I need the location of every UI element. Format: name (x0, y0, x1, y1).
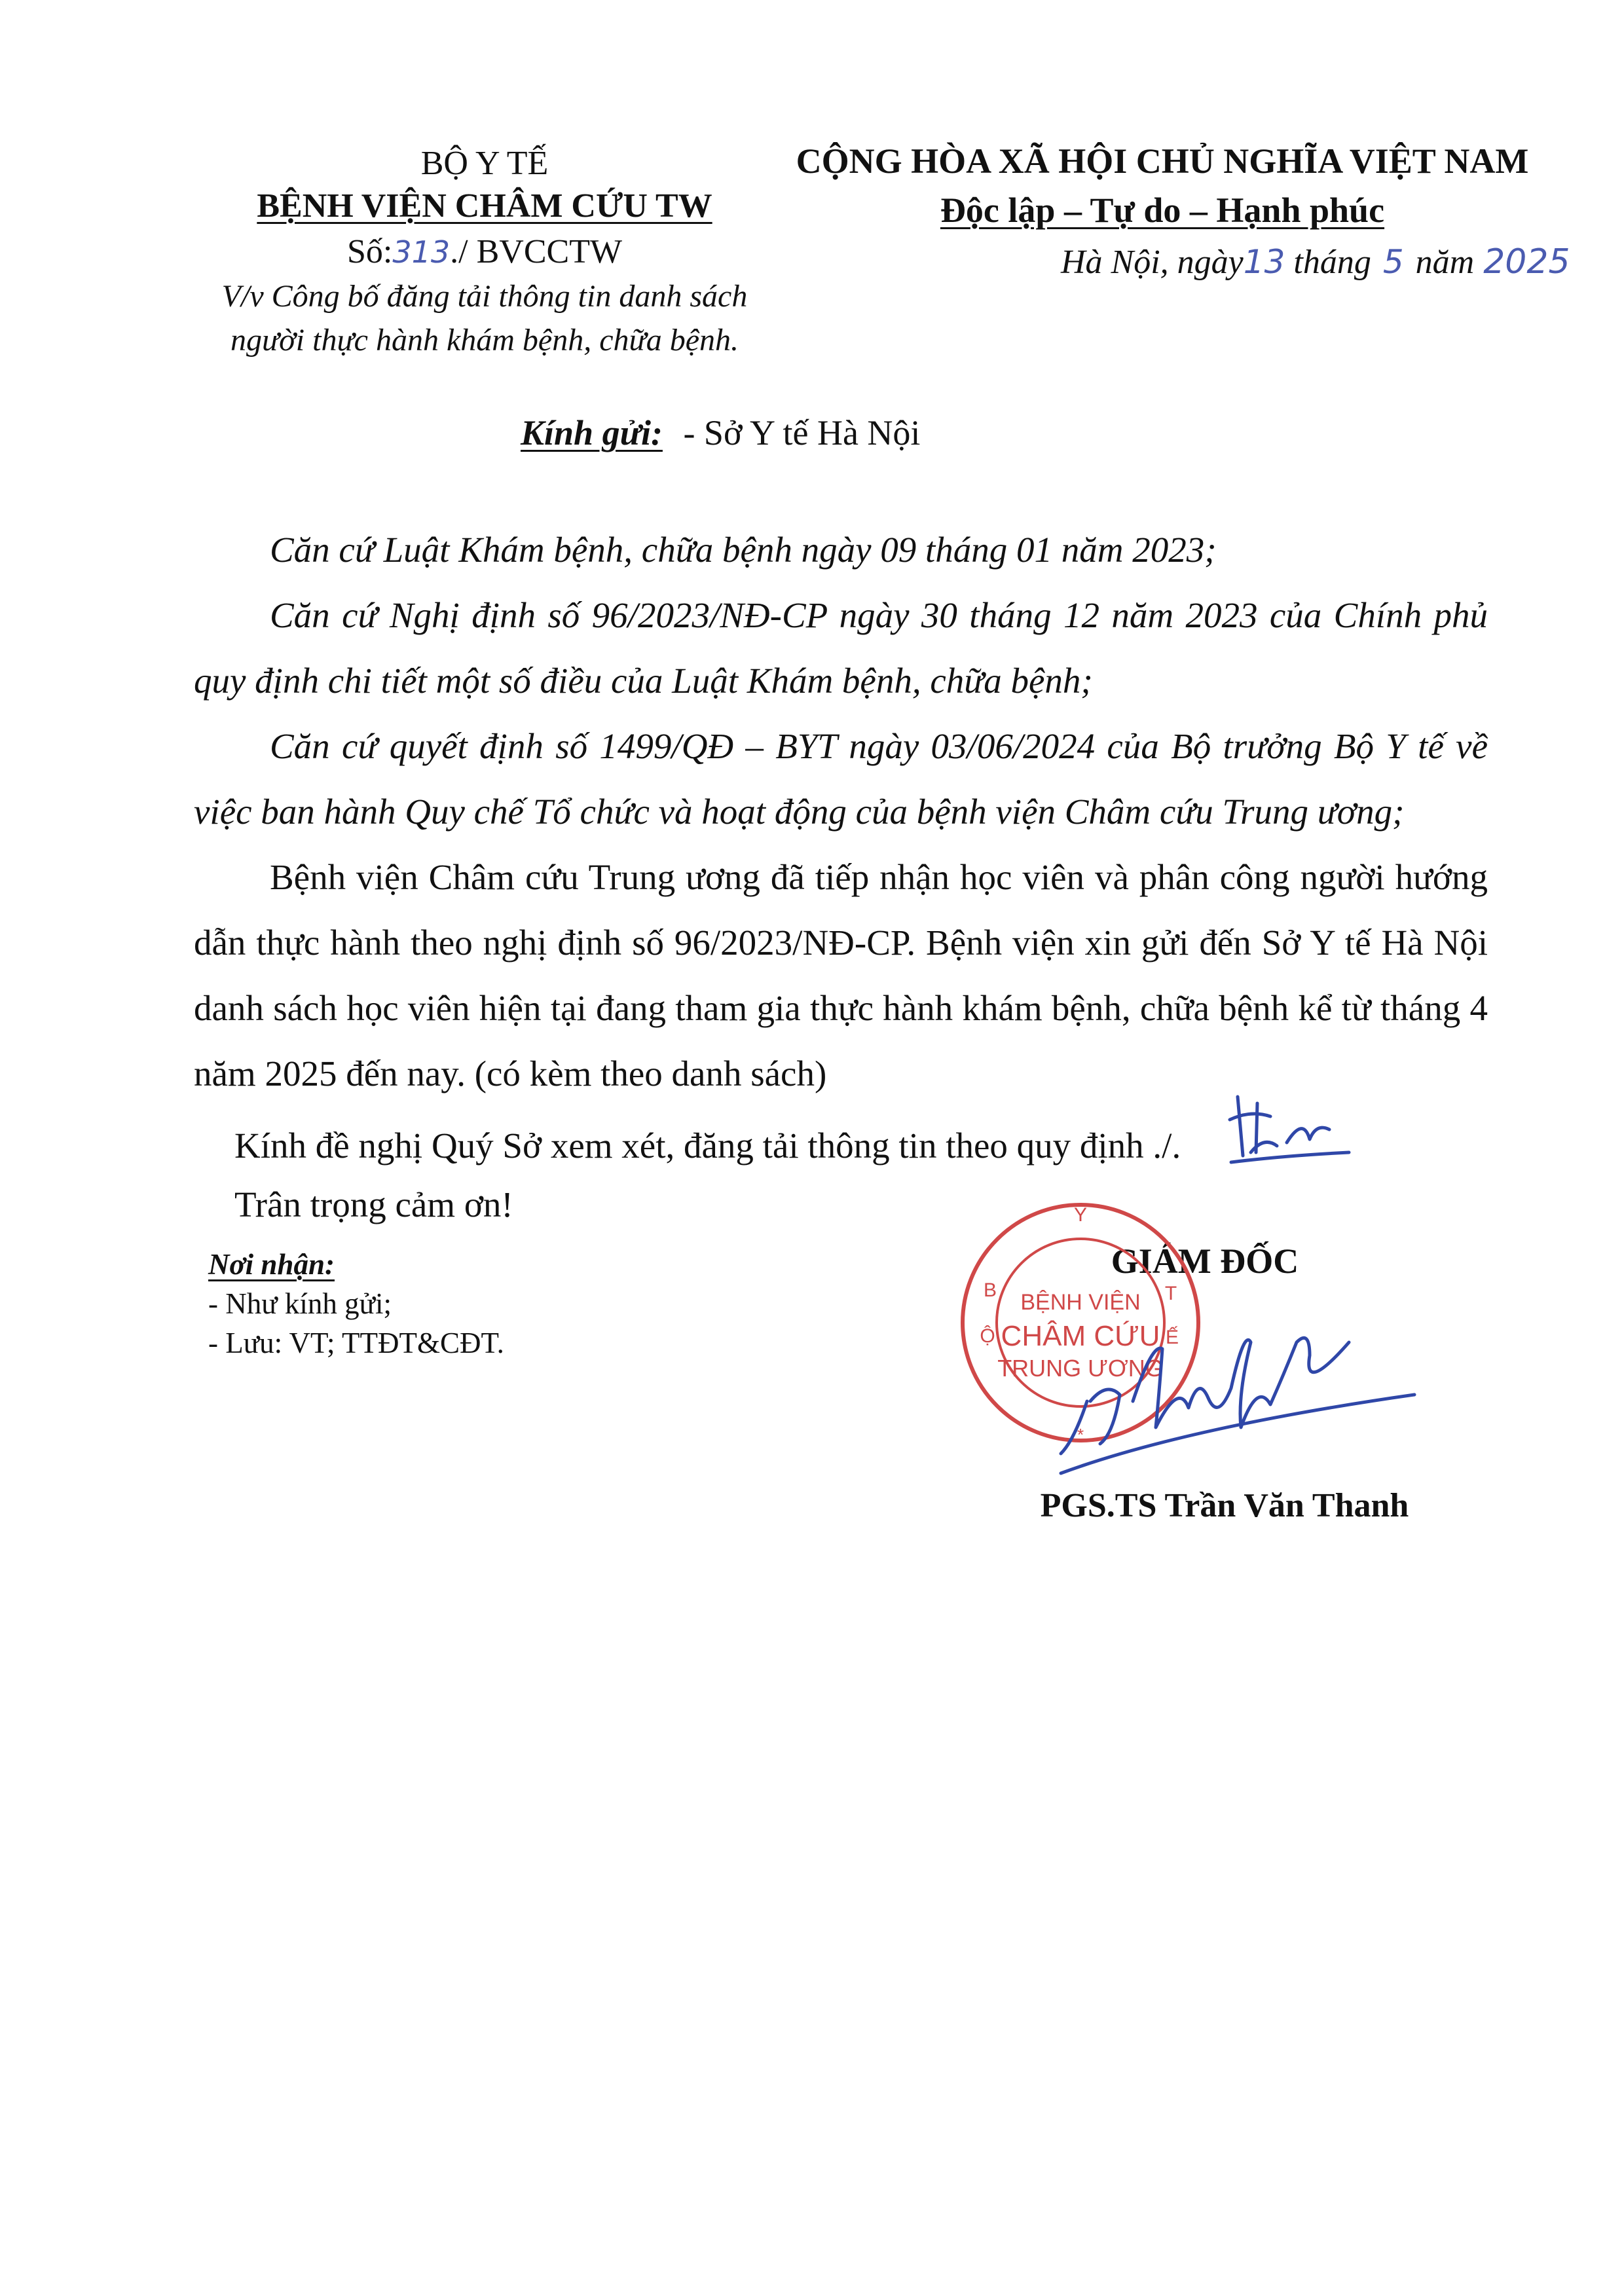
recipients-title-text: Nơi nhận: (208, 1248, 335, 1281)
ministry-name: BỘ Y TẾ (420, 145, 549, 182)
motto-text: Độc lập – Tự do – Hạnh phúc (940, 191, 1385, 230)
basis-2: Căn cứ Nghị định số 96/2023/NĐ-CP ngày 30 tháng 12 năm 2023 của Chính phủ quy định chi tiết một số điều của Luật Khám bệnh, chữa bệnh; (194, 595, 1488, 701)
number-handwritten: 313 (392, 234, 451, 270)
svg-text:*: * (1077, 1425, 1084, 1444)
seal-line-1: BỆNH VIỆN (1020, 1290, 1141, 1315)
date-day: 13 (1243, 243, 1285, 281)
date-year-label: năm (1415, 244, 1475, 281)
recipient-line (521, 413, 920, 453)
signer-position: GIÁM ĐỐC (1111, 1241, 1299, 1281)
recipient-label: Kính gửi: (521, 413, 663, 452)
date-month: 5 (1382, 243, 1404, 281)
date-place: Hà Nội, ngày (1061, 244, 1244, 281)
recipient-item: - Như kính gửi; (208, 1287, 392, 1320)
initials-mark (1225, 1090, 1356, 1175)
nation-title: CỘNG HÒA XÃ HỘI CHỦ NGHĨA VIỆT NAM (796, 141, 1529, 181)
signer-name: PGS.TS Trần Văn Thanh (1040, 1487, 1409, 1524)
seal-line-3: TRUNG ƯƠNG (997, 1355, 1164, 1382)
date-month-label: tháng (1293, 244, 1371, 281)
document-number (170, 232, 799, 271)
request-line: Kính đề nghị Quý Sở xem xét, đăng tải thông tin theo quy định ./. (234, 1126, 1181, 1166)
svg-text:Y: Y (1073, 1204, 1088, 1226)
hospital-name-text: BỆNH VIỆN CHÂM CỨU TW (257, 187, 712, 225)
svg-text:Ộ: Ộ (980, 1325, 995, 1347)
date-line (1061, 242, 1585, 282)
subject-line-2: người thực hành khám bệnh, chữa bệnh. (230, 323, 739, 358)
recipient-value: - Sở Y tế Hà Nội (683, 413, 921, 452)
svg-text:T: T (1164, 1283, 1177, 1304)
basis-3: Căn cứ quyết định số 1499/QĐ – BYT ngày 03/06/2024 của Bộ trưởng Bộ Y tế về việc ban hành Quy chế Tổ chức và hoạt động của bệnh viện Châm cứu Trung ương; (194, 726, 1488, 832)
date-year: 2025 (1483, 242, 1570, 282)
director-signature (1022, 1303, 1428, 1486)
number-suffix: ./ BVCCTW (450, 233, 623, 270)
hospital-name (170, 187, 799, 225)
number-prefix: Số: (346, 233, 393, 270)
svg-text:B: B (983, 1279, 997, 1301)
body-paragraph: Bệnh viện Châm cứu Trung ương đã tiếp nhận học viên và phân công người hướng dẫn thực hành theo nghị định số 96/2023/NĐ-CP. Bệnh viện xin gửi đến Sở Y tế Hà Nội danh sách học viên hiện tại đang tham gia thực hành khám bệnh, chữa bệnh kể từ tháng 4 năm 2025 đến nay. (có kèm theo danh sách) (194, 857, 1488, 1093)
motto (786, 190, 1539, 230)
thanks-line: Trân trọng cảm ơn! (234, 1184, 513, 1224)
seal-line-2: CHÂM CỨU (1001, 1320, 1160, 1352)
recipient-item: - Lưu: VT; TTĐT&CĐT. (208, 1327, 504, 1359)
recipients-title (208, 1247, 335, 1281)
svg-text:Ế: Ế (1165, 1327, 1179, 1348)
subject-line-1: V/v Công bố đăng tải thông tin danh sách (221, 279, 748, 314)
basis-1: Căn cứ Luật Khám bệnh, chữa bệnh ngày 09 tháng 01 năm 2023; (270, 530, 1217, 570)
